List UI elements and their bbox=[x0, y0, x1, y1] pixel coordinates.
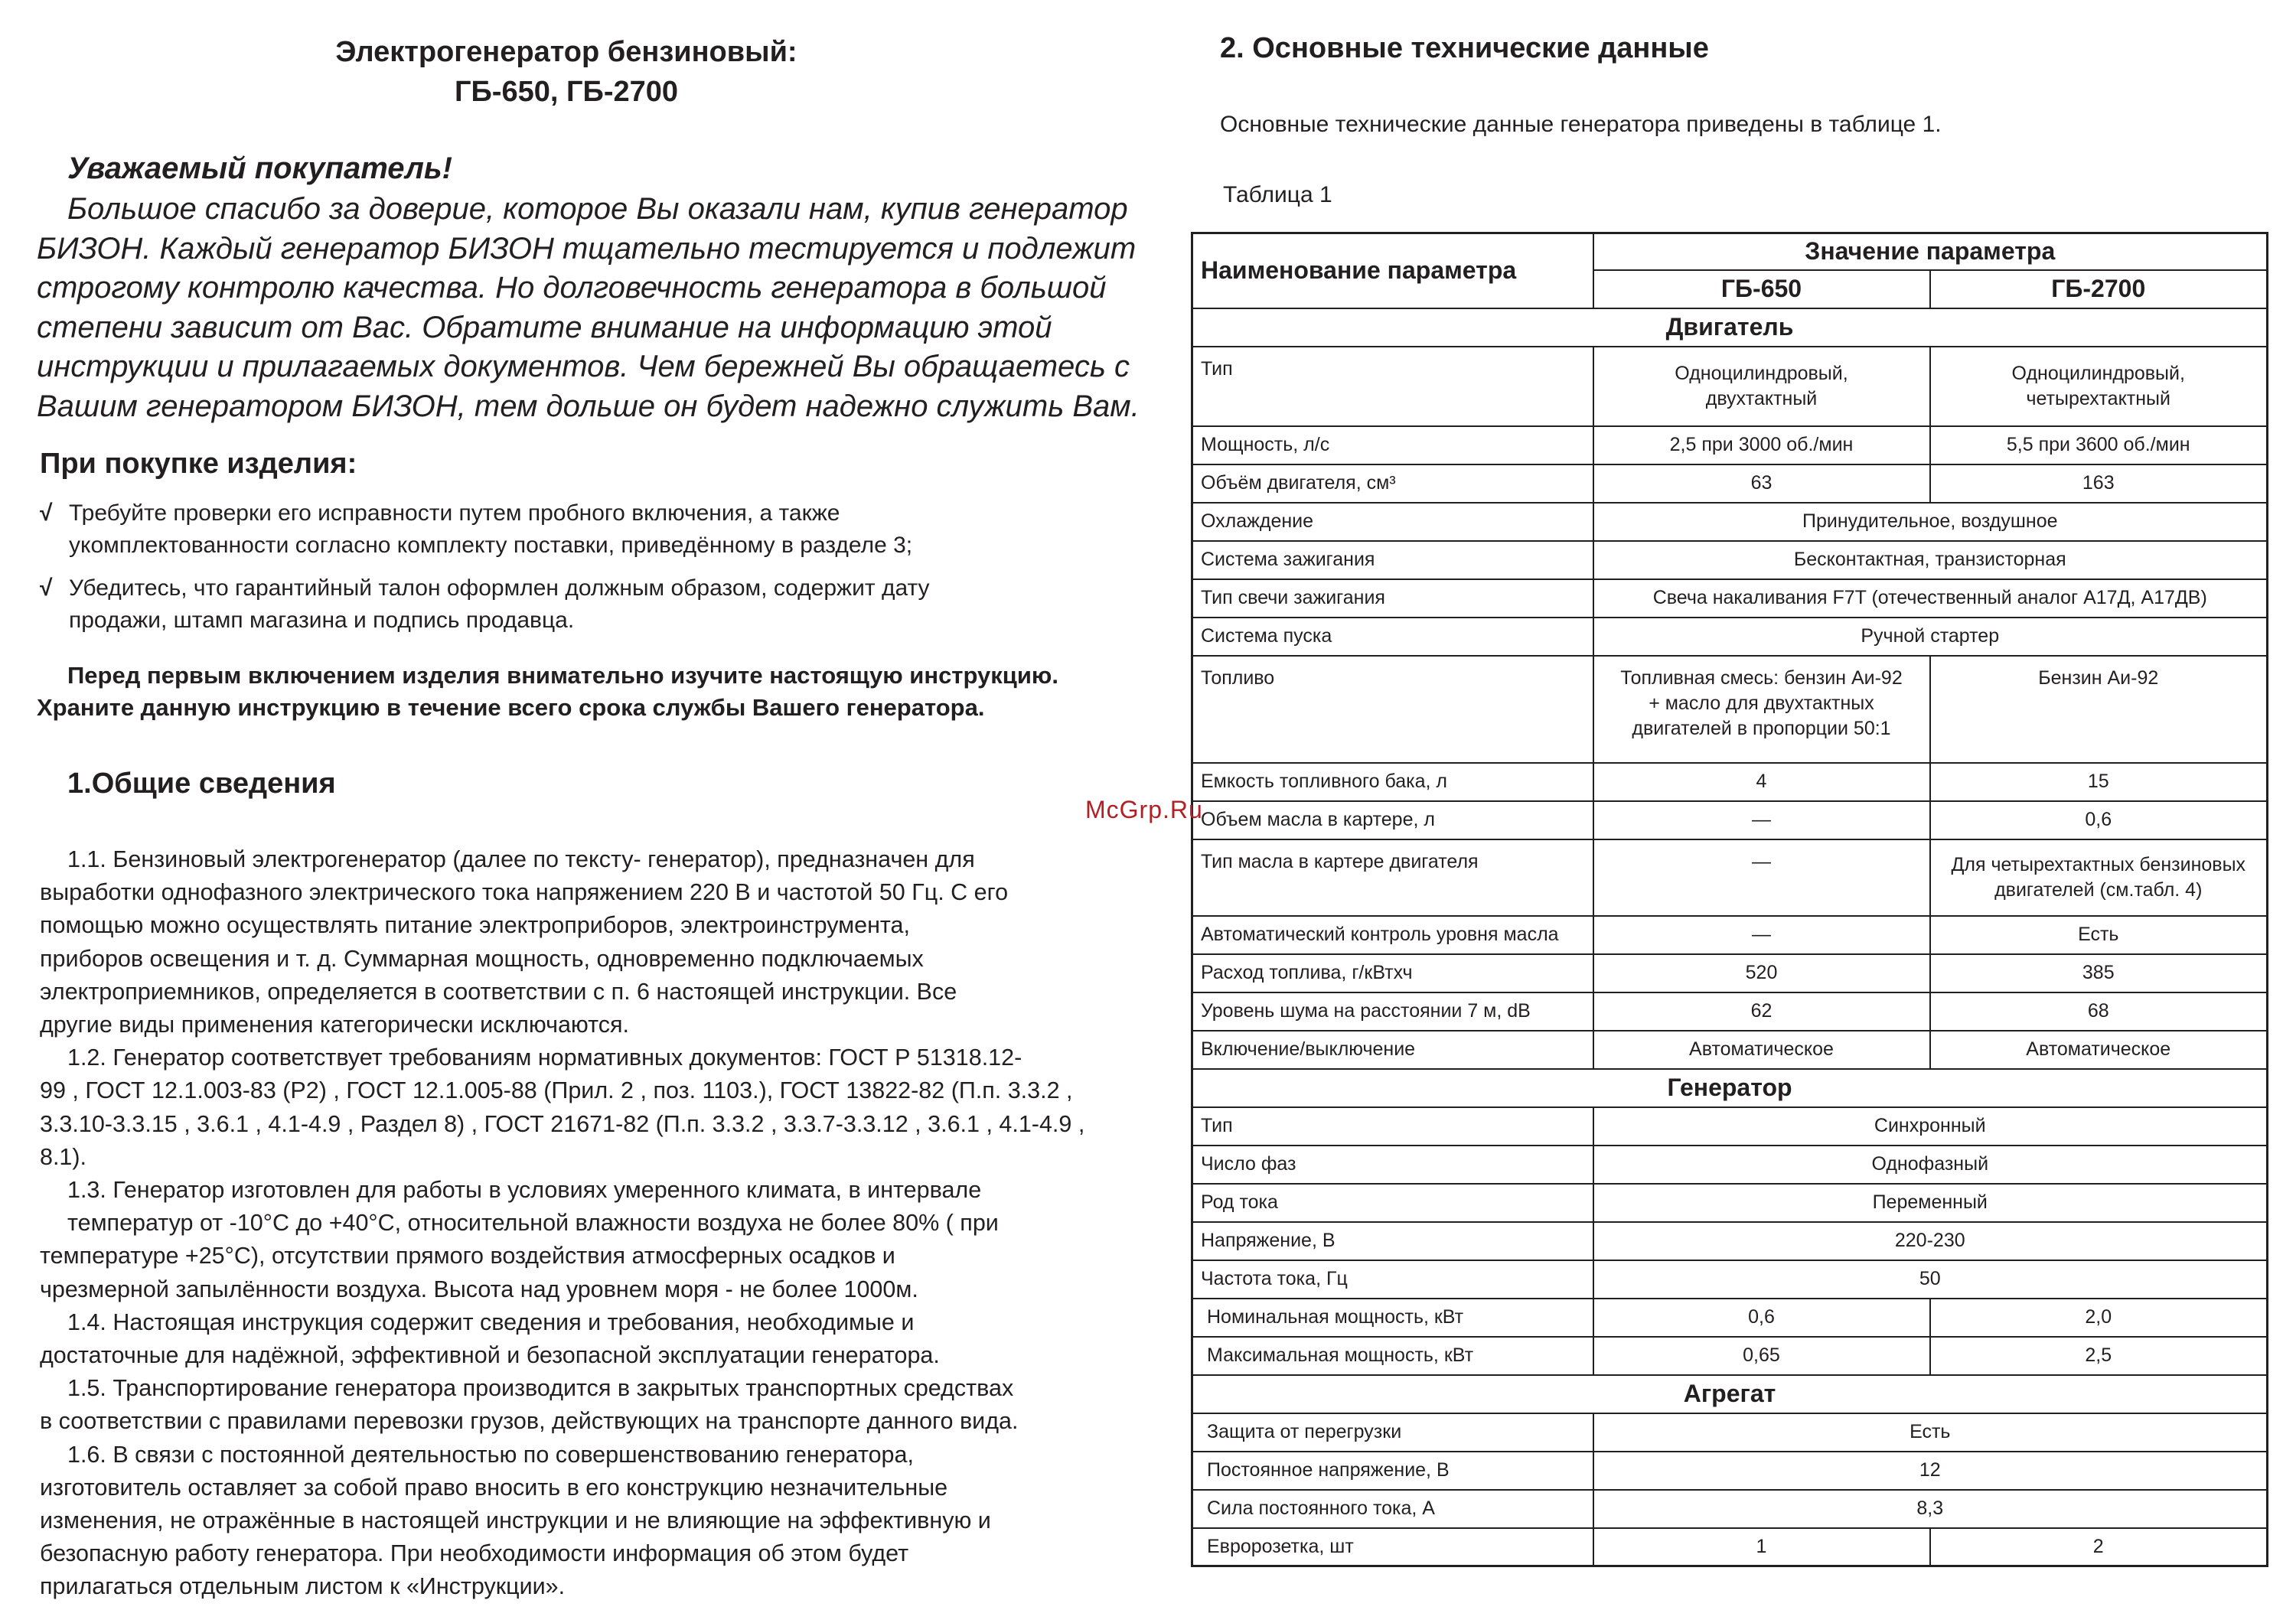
table-row bbox=[1192, 1299, 2268, 1337]
param-value: 50 bbox=[1593, 1260, 2268, 1299]
greeting-line: Вашим генератором БИЗОН, тем дольше он будет надежно служить Вам. bbox=[37, 389, 1140, 423]
param-value: 68 bbox=[1930, 992, 2268, 1031]
section-unit: Агрегат bbox=[1192, 1375, 2268, 1413]
param-name: Тип свечи зажигания bbox=[1192, 579, 1593, 618]
greeting-text bbox=[37, 190, 1140, 426]
param-value: 2,5 при 3000 об./мин bbox=[1593, 426, 1930, 464]
purchase-heading: При покупке изделия: bbox=[40, 448, 357, 480]
param-name: Евророзетка, шт bbox=[1192, 1528, 1593, 1566]
paragraph-line: температуре +25°С), отсутствии прямого воздействия атмосферных осадков и bbox=[40, 1243, 895, 1269]
table-section-row bbox=[1192, 308, 2268, 347]
param-value: Ручной стартер bbox=[1593, 618, 2268, 656]
table-row bbox=[1192, 1260, 2268, 1299]
table-row bbox=[1192, 1452, 2268, 1490]
table-row bbox=[1192, 464, 2268, 503]
paragraph-line: 3.3.10-3.3.15 , 3.6.1 , 4.1-4.9 , Раздел 8) , ГОСТ 21671-82 (П.п. 3.3.2 , 3.3.7-3.3.12 , 3.6.1 , 4.1-4.9 , bbox=[40, 1110, 1085, 1137]
param-name: Род тока bbox=[1192, 1184, 1593, 1222]
param-value: Автоматическое bbox=[1930, 1031, 2268, 1069]
paragraph-line: 1.5. Транспортирование генератора производится в закрытых транспортных средствах bbox=[67, 1375, 1014, 1402]
paragraph-line: 1.3. Генератор изготовлен для работы в условиях умеренного климата, в интервале bbox=[67, 1177, 982, 1204]
table-row bbox=[1192, 1146, 2268, 1184]
param-value: Одноцилиндровый, двухтактный bbox=[1593, 347, 1930, 426]
param-value: 2,0 bbox=[1930, 1299, 2268, 1337]
table-row bbox=[1192, 1490, 2268, 1528]
paragraph-line: 99 , ГОСТ 12.1.003-83 (Р2) , ГОСТ 12.1.005-88 (Прил. 2 , поз. 1103.), ГОСТ 13822-82 (П.п. 3.3.2 , bbox=[40, 1077, 1073, 1104]
param-value: Бесконтактная, транзисторная bbox=[1593, 541, 2268, 579]
param-value: Для четырехтактных бензиновых двигателей (см.табл. 4) bbox=[1930, 839, 2268, 916]
table-row bbox=[1192, 1031, 2268, 1069]
param-value: 1 bbox=[1593, 1528, 1930, 1566]
param-value: Топливная смесь: бензин Аи-92 + масло для двухтактных двигателей в пропорции 50:1 bbox=[1593, 656, 1930, 763]
table-row bbox=[1192, 763, 2268, 801]
param-value: Переменный bbox=[1593, 1184, 2268, 1222]
list-item-line: Убедитесь, что гарантийный талон оформлен должным образом, содержит дату bbox=[69, 575, 930, 601]
paragraph-line: прилагаться отдельным листом к «Инструкции». bbox=[40, 1573, 566, 1600]
table-row bbox=[1192, 579, 2268, 618]
paragraph-line: помощью можно осуществлять питание электроприборов, электроинструмента, bbox=[40, 912, 910, 939]
param-value: 520 bbox=[1593, 954, 1930, 992]
table-row bbox=[1192, 347, 2268, 426]
param-name: Топливо bbox=[1192, 656, 1593, 763]
requirements-list bbox=[37, 497, 1124, 647]
param-name: Объём двигателя, см³ bbox=[1192, 464, 1593, 503]
param-value: Есть bbox=[1593, 1413, 2268, 1452]
list-item-line: Требуйте проверки его исправности путем пробного включения, а также bbox=[69, 500, 840, 526]
greeting-line: степени зависит от Вас. Обратите внимание на информацию этой bbox=[37, 310, 1052, 344]
table-row bbox=[1192, 1337, 2268, 1375]
paragraph-line: электроприемников, определяется в соответствии с п. 6 настоящей инструкции. Все bbox=[40, 978, 957, 1005]
tech-intro-text: Основные технические данные генератора приведены в таблице 1. bbox=[1220, 112, 1942, 137]
list-item-line: продажи, штамп магазина и подпись продавца. bbox=[69, 608, 575, 633]
paragraph-line: 1.1. Бензиновый электрогенератор (далее по тексту- генератор), предназначен для bbox=[67, 846, 975, 872]
param-name: Охлаждение bbox=[1192, 503, 1593, 541]
param-name: Число фаз bbox=[1192, 1146, 1593, 1184]
param-value: 0,6 bbox=[1593, 1299, 1930, 1337]
param-value: — bbox=[1593, 916, 1930, 954]
param-name: Максимальная мощность, кВт bbox=[1192, 1337, 1593, 1375]
param-name: Сила постоянного тока, А bbox=[1192, 1490, 1593, 1528]
paragraph-line: другие виды применения категорически исключаются. bbox=[40, 1012, 629, 1038]
param-value: 15 bbox=[1930, 763, 2268, 801]
column-header-gb2700: ГБ-2700 bbox=[1930, 270, 2268, 308]
general-info-text bbox=[40, 843, 1127, 1604]
param-name: Тип bbox=[1192, 347, 1593, 426]
warning-line: Храните данную инструкцию в течение всего срока службы Вашего генератора. bbox=[37, 694, 985, 721]
param-name: Система пуска bbox=[1192, 618, 1593, 656]
param-value: 2,5 bbox=[1930, 1337, 2268, 1375]
table-row bbox=[1192, 801, 2268, 839]
table-row bbox=[1192, 1528, 2268, 1566]
paragraph-line: в соответствии с правилами перевозки грузов, действующих на транспорте данного вида. bbox=[40, 1408, 1019, 1435]
param-value: Однофазный bbox=[1593, 1146, 2268, 1184]
list-item bbox=[37, 497, 1124, 562]
param-value: Есть bbox=[1930, 916, 2268, 954]
table-row bbox=[1192, 656, 2268, 763]
param-value: Синхронный bbox=[1593, 1107, 2268, 1146]
greeting-line: Большое спасибо за доверие, которое Вы оказали нам, купив генератор bbox=[67, 192, 1128, 226]
list-item-line: укомплектованности согласно комплекту поставки, приведённому в разделе 3; bbox=[69, 533, 913, 558]
param-name: Включение/выключение bbox=[1192, 1031, 1593, 1069]
param-value: — bbox=[1593, 801, 1930, 839]
table-row bbox=[1192, 1107, 2268, 1146]
document-title-line: Электрогенератор бензиновый: bbox=[335, 36, 797, 68]
column-header-param: Наименование параметра bbox=[1192, 233, 1593, 308]
paragraph-line: 1.6. В связи с постоянной деятельностью по совершенствованию генератора, bbox=[67, 1441, 914, 1468]
table-row bbox=[1192, 1413, 2268, 1452]
greeting-line: инструкции и прилагаемых документов. Чем бережней Вы обращаетесь с bbox=[37, 350, 1130, 383]
table-caption: Таблица 1 bbox=[1223, 182, 1332, 207]
param-name: Защита от перегрузки bbox=[1192, 1413, 1593, 1452]
paragraph-line: достаточные для надёжной, эффективной и безопасной эксплуатации генератора. bbox=[40, 1342, 940, 1369]
warning-note bbox=[37, 660, 1131, 724]
paragraph-line: 1.2. Генератор соответствует требованиям нормативных документов: ГОСТ Р 51318.12- bbox=[67, 1045, 1022, 1071]
param-value: 62 bbox=[1593, 992, 1930, 1031]
param-name: Уровень шума на расстоянии 7 м, dB bbox=[1192, 992, 1593, 1031]
spec-table bbox=[1191, 232, 2268, 1567]
param-value: Принудительное, воздушное bbox=[1593, 503, 2268, 541]
section-2-heading: 2. Основные технические данные bbox=[1220, 32, 1709, 64]
param-name: Тип bbox=[1192, 1107, 1593, 1146]
param-value: 12 bbox=[1593, 1452, 2268, 1490]
table-section-row bbox=[1192, 1375, 2268, 1413]
table-header-row bbox=[1192, 233, 2268, 270]
watermark-text: McGrp.Ru bbox=[1085, 796, 1203, 823]
column-header-value: Значение параметра bbox=[1593, 233, 2268, 270]
section-1-heading: 1.Общие сведения bbox=[67, 768, 336, 800]
paragraph-line: изготовитель оставляет за собой право вносить в его конструкцию незначительные bbox=[40, 1474, 948, 1501]
list-item bbox=[37, 572, 1124, 637]
param-name: Автоматический контроль уровня масла bbox=[1192, 916, 1593, 954]
section-generator: Генератор bbox=[1192, 1069, 2268, 1107]
greeting-heading: Уважаемый покупатель! bbox=[67, 152, 452, 185]
param-name: Тип масла в картере двигателя bbox=[1192, 839, 1593, 916]
param-value: 385 bbox=[1930, 954, 2268, 992]
table-row bbox=[1192, 1184, 2268, 1222]
table-row bbox=[1192, 992, 2268, 1031]
table-row bbox=[1192, 618, 2268, 656]
table-row bbox=[1192, 916, 2268, 954]
document-title-models: ГБ-650, ГБ-2700 bbox=[454, 76, 679, 108]
greeting-line: БИЗОН. Каждый генератор БИЗОН тщательно тестируется и подлежит bbox=[37, 231, 1137, 266]
param-name: Номинальная мощность, кВт bbox=[1192, 1299, 1593, 1337]
param-name: Напряжение, В bbox=[1192, 1222, 1593, 1260]
param-value: Одноцилиндровый, четырехтактный bbox=[1930, 347, 2268, 426]
param-value: 0,6 bbox=[1930, 801, 2268, 839]
param-value: 2 bbox=[1930, 1528, 2268, 1566]
table-row bbox=[1192, 839, 2268, 916]
param-value: 63 bbox=[1593, 464, 1930, 503]
param-name: Постоянное напряжение, В bbox=[1192, 1452, 1593, 1490]
checkmark-icon: √ bbox=[40, 575, 53, 601]
paragraph-line: 1.4. Настоящая инструкция содержит сведения и требования, необходимые и bbox=[67, 1309, 915, 1335]
param-name: Объем масла в картере, л bbox=[1192, 801, 1593, 839]
table-row bbox=[1192, 503, 2268, 541]
paragraph-line: безопасную работу генератора. При необходимости информация об этом будет bbox=[40, 1540, 909, 1567]
param-value: 163 bbox=[1930, 464, 2268, 503]
paragraph-line: приборов освещения и т. д. Суммарная мощность, одновременно подключаемых bbox=[40, 945, 924, 972]
param-value: 5,5 при 3600 об./мин bbox=[1930, 426, 2268, 464]
greeting-line: строгому контролю качества. Но долговечность генератора в большой bbox=[37, 271, 1107, 305]
table-row bbox=[1192, 541, 2268, 579]
paragraph-line: 8.1). bbox=[40, 1143, 87, 1170]
param-name: Система зажигания bbox=[1192, 541, 1593, 579]
warning-line: Перед первым включением изделия внимательно изучите настоящую инструкцию. bbox=[67, 662, 1058, 689]
param-name: Мощность, л/с bbox=[1192, 426, 1593, 464]
document-title bbox=[0, 32, 1133, 112]
param-value: Бензин Аи-92 bbox=[1930, 656, 2268, 763]
paragraph-line: чрезмерной запылённости воздуха. Высота над уровнем моря - не более 1000м. bbox=[40, 1276, 918, 1302]
table-row bbox=[1192, 1222, 2268, 1260]
paragraph-line: выработки однофазного электрического тока напряжением 220 В и частотой 50 Гц. С его bbox=[40, 879, 1009, 906]
column-header-gb650: ГБ-650 bbox=[1593, 270, 1930, 308]
table-section-row bbox=[1192, 1069, 2268, 1107]
param-value: 8,3 bbox=[1593, 1490, 2268, 1528]
param-name: Расход топлива, г/кВтхч bbox=[1192, 954, 1593, 992]
param-value: — bbox=[1593, 839, 1930, 916]
section-engine: Двигатель bbox=[1192, 308, 2268, 347]
param-value: 4 bbox=[1593, 763, 1930, 801]
param-value: 220-230 bbox=[1593, 1222, 2268, 1260]
param-value: Автоматическое bbox=[1593, 1031, 1930, 1069]
param-value: 0,65 bbox=[1593, 1337, 1930, 1375]
paragraph-line: температур от -10°С до +40°С, относительной влажности воздуха не более 80% ( при bbox=[67, 1210, 999, 1237]
table-row bbox=[1192, 954, 2268, 992]
param-name: Емкость топливного бака, л bbox=[1192, 763, 1593, 801]
param-name: Частота тока, Гц bbox=[1192, 1260, 1593, 1299]
checkmark-icon: √ bbox=[40, 500, 53, 526]
param-value: Свеча накаливания F7T (отечественный аналог А17Д, А17ДВ) bbox=[1593, 579, 2268, 618]
paragraph-line: изменения, не отражённые в настоящей инструкции и не влияющие на эффективную и bbox=[40, 1507, 991, 1534]
table-row bbox=[1192, 426, 2268, 464]
